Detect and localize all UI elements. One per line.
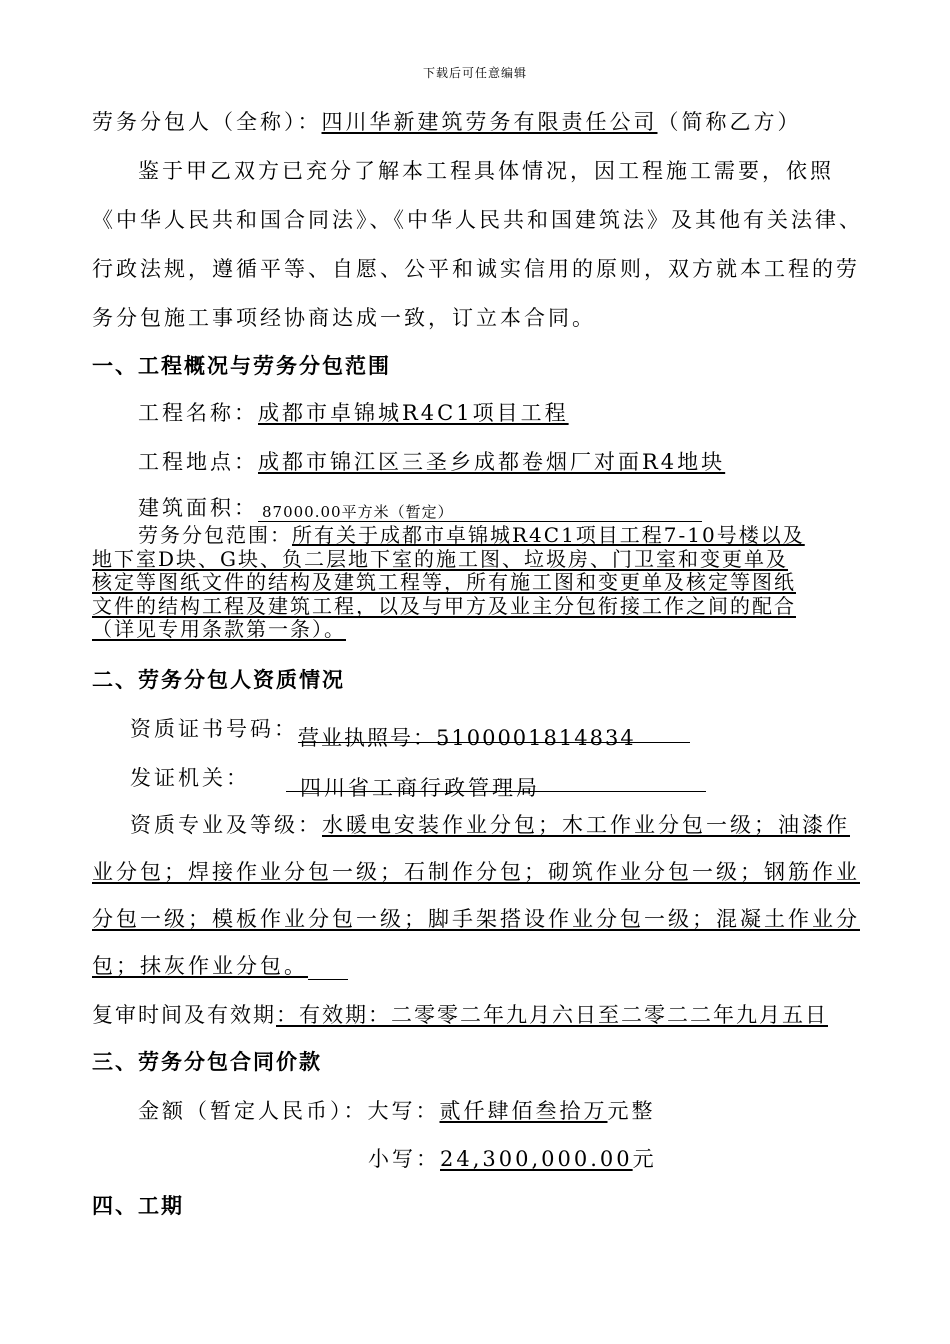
project-location-label: 工程地点：	[138, 450, 258, 474]
section1-title: 一、工程概况与劳务分包范围	[92, 353, 391, 378]
project-name-label: 工程名称：	[138, 401, 258, 425]
review-value: ：有效期：二零零二年九月六日至二零二二年九月五日	[276, 1003, 828, 1027]
section3-title: 三、劳务分包合同价款	[92, 1049, 322, 1074]
scope-line-1	[92, 524, 862, 548]
cert-line	[130, 713, 900, 750]
project-area-label: 建筑面积：	[138, 496, 258, 520]
preamble-line-2: 《中华人民共和国合同法》、《中华人民共和国建筑法》及其他有关法律、	[92, 208, 863, 232]
project-location-value: 成都市锦江区三圣乡成都卷烟厂对面R4地块	[258, 450, 726, 474]
issuer-label: 发证机关：	[130, 766, 250, 790]
amount-words: 贰仟肆佰叁拾万	[439, 1099, 608, 1123]
subcontractor-name: 四川华新建筑劳务有限责任公司	[321, 110, 658, 134]
project-area-value: 87000.00平方米（暂定）	[258, 501, 702, 522]
project-name-value: 成都市卓锦城R4C1项目工程	[258, 401, 569, 425]
issuer-value: 四川省工商行政管理局	[286, 772, 706, 792]
small-amount-line	[368, 1143, 950, 1173]
subcontractor-label: 劳务分包人（全称）：	[92, 110, 322, 134]
grade-text-4: 包；抹灰作业分包。	[92, 954, 308, 978]
small-amount-label: 小写：	[368, 1147, 440, 1171]
grade-text-3: 分包一级；模板作业分包一级；脚手架搭设作业分包一级；混凝土作业分	[92, 907, 860, 931]
issuer-line	[130, 762, 900, 800]
amount-label: 金额（暂定人民币）：大写：	[138, 1099, 440, 1123]
section4-title: 四、工期	[92, 1193, 184, 1218]
small-amount-suffix: 元	[632, 1147, 657, 1171]
scope-block	[92, 524, 862, 642]
scope-text-4: 文件的结构工程及建筑工程，以及与甲方及业主分包衔接工作之间的配合	[92, 593, 796, 618]
scope-text-2: 地下室D块、G块、负二层地下室的施工图、垃圾房、门卫室和变更单及	[92, 546, 789, 571]
subcontractor-suffix: （简称乙方）	[657, 110, 802, 134]
preamble-line-4: 务分包施工事项经协商达成一致，订立本合同。	[92, 306, 596, 330]
grade-label: 资质专业及等级：	[130, 813, 322, 837]
cert-label: 资质证书号码：	[130, 717, 298, 741]
scope-text-3: 核定等图纸文件的结构及建筑工程等，所有施工图和变更单及核定等图纸	[92, 570, 796, 594]
scope-label: 劳务分包范围：	[138, 523, 292, 547]
project-location-line	[138, 446, 908, 476]
grade-blank	[308, 959, 348, 980]
project-name-line	[138, 397, 908, 427]
grade-text-1: 水暖电安装作业分包；木工作业分包一级；油漆作	[322, 813, 850, 837]
cert-value: 营业执照号：5100001814834	[298, 722, 690, 743]
grade-line-4	[92, 950, 862, 980]
project-area-line	[138, 492, 908, 522]
subcontractor-line	[92, 106, 862, 136]
grade-line-1	[130, 809, 900, 839]
review-line	[92, 999, 862, 1029]
grade-text-2: 业分包；焊接作业分包一级；石制作分包；砌筑作业分包一级；钢筋作业	[92, 860, 860, 884]
preamble-line-1: 鉴于甲乙双方已充分了解本工程具体情况，因工程施工需要，依照	[138, 159, 834, 183]
small-amount-value: 24,300,000.00	[440, 1147, 633, 1171]
preamble-line-3: 行政法规，遵循平等、自愿、公平和诚实信用的原则，双方就本工程的劳	[92, 257, 860, 281]
scope-text-1: 所有关于成都市卓锦城R4C1项目工程7-10号楼以及	[292, 523, 805, 547]
amount-words-suffix: 元整	[607, 1099, 656, 1123]
page-header: 下载后可任意编辑	[422, 66, 527, 80]
review-label: 复审时间及有效期	[92, 1003, 276, 1027]
section2-title: 二、劳务分包人资质情况	[92, 667, 345, 692]
scope-text-5: （详见专用条款第一条）。	[92, 617, 346, 641]
amount-line	[138, 1095, 908, 1125]
